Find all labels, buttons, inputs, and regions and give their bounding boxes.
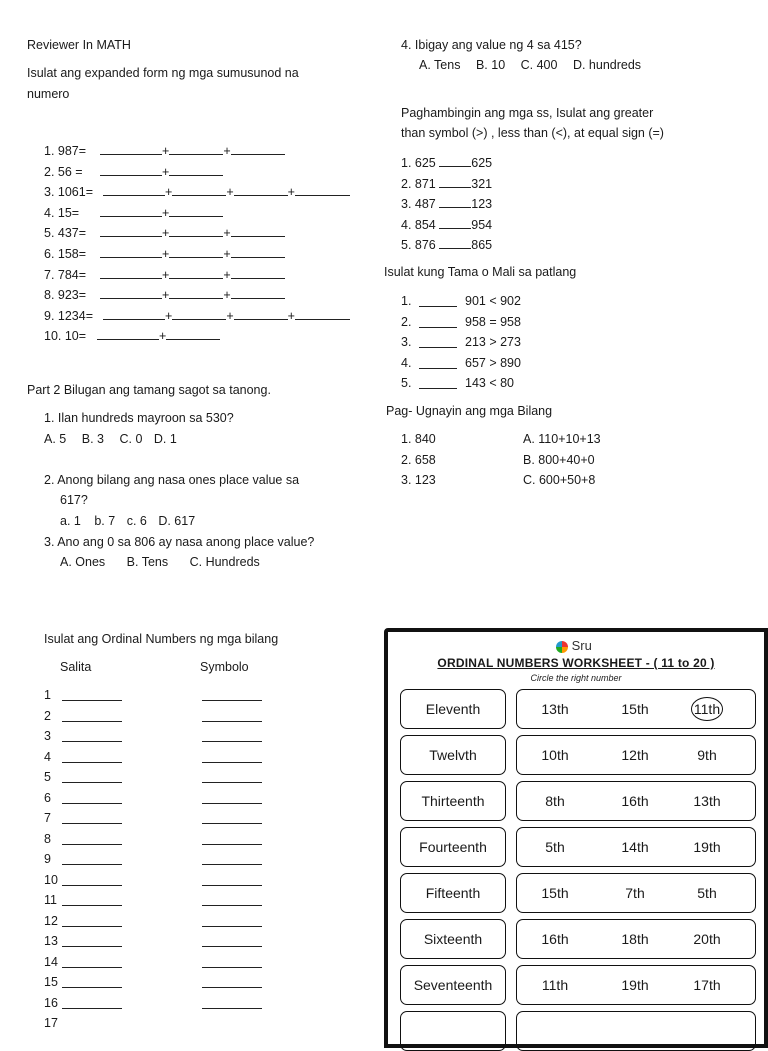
compare-instruction: Paghambingin ang mga ss, Isulat ang greater: [401, 106, 654, 120]
blank-line[interactable]: [62, 915, 122, 927]
symbolo-blank[interactable]: [202, 812, 262, 827]
plus-sign: +: [165, 185, 173, 200]
choice[interactable]: C. 400: [520, 58, 558, 72]
blank-line[interactable]: [234, 184, 288, 196]
blank-line[interactable]: [100, 287, 162, 299]
worksheet-title: ORDINAL NUMBERS WORKSHEET - ( 11 to 20 ): [437, 656, 715, 670]
compare-item: [401, 237, 492, 252]
salita-blank[interactable]: [62, 894, 122, 909]
option-text: 19th: [693, 839, 721, 855]
compare-right: 625: [471, 156, 493, 170]
option-text: 11th: [541, 977, 569, 993]
match-right[interactable]: C. 600+50+8: [523, 473, 596, 487]
expanded-item: 3. 1061=: [44, 185, 94, 200]
symbolo-blank[interactable]: [202, 833, 262, 848]
compare-right: 865: [471, 238, 493, 252]
ordinal-option[interactable]: [525, 747, 585, 763]
option-text: 19th: [621, 977, 649, 993]
ordinal-options: [516, 689, 756, 729]
choice[interactable]: A. 5: [44, 432, 67, 446]
blank-line[interactable]: [202, 771, 262, 783]
ordinal-options: [516, 965, 756, 1005]
blank-line[interactable]: [100, 205, 162, 217]
blank-line[interactable]: [295, 308, 350, 320]
ordinal-option[interactable]: [605, 977, 665, 993]
ordinal-option[interactable]: [525, 977, 585, 993]
ordinal-row-number: 3: [44, 729, 51, 743]
blank-line[interactable]: [439, 155, 471, 167]
blank-line[interactable]: [202, 997, 262, 1009]
plus-sign: +: [162, 205, 170, 220]
tama-statement: 958 = 958: [465, 314, 521, 329]
blank-line[interactable]: [202, 833, 262, 845]
question-2: 2. Anong bilang ang nasa ones place value sa: [44, 473, 300, 487]
blank-line[interactable]: [419, 377, 457, 389]
instruction-expanded-cont: numero: [27, 87, 70, 101]
ordinal-word: Sixteenth: [400, 919, 506, 959]
plus-sign: +: [162, 144, 170, 158]
blank-line[interactable]: [169, 164, 223, 176]
expanded-item: 9. 1234=: [44, 308, 94, 323]
blank-line[interactable]: [419, 357, 457, 369]
tama-statement: 143 < 80: [465, 376, 515, 390]
plus-sign: +: [226, 185, 234, 200]
salita-blank[interactable]: [62, 792, 122, 807]
tama-number: 2.: [401, 314, 412, 329]
match-title: Pag- Ugnayin ang mga Bilang: [386, 404, 553, 418]
worksheet-subtitle: Circle the right number: [530, 673, 622, 683]
ordinal-option[interactable]: [677, 839, 737, 855]
ordinal-word: Fourteenth: [400, 827, 506, 867]
ordinal-row-number: 1: [44, 688, 51, 702]
plus-sign: +: [162, 288, 170, 303]
plus-sign: +: [165, 308, 173, 323]
ordinal-word: Twelvth: [400, 735, 506, 775]
plus-sign: +: [223, 247, 231, 261]
ordinal-row-number: 9: [44, 852, 51, 866]
ordinal-row-number: 2: [44, 708, 51, 723]
tama-number: 3.: [401, 335, 412, 349]
blank-line[interactable]: [100, 246, 162, 258]
blank-line[interactable]: [202, 894, 262, 906]
instruction-expanded: Isulat ang expanded form ng mga sumusunod na: [27, 66, 299, 80]
symbolo-blank[interactable]: [202, 976, 262, 991]
expanded-blanks: [100, 246, 285, 261]
salita-blank[interactable]: [62, 935, 122, 950]
tama-statement: 213 > 273: [465, 335, 521, 349]
salita-blank[interactable]: [62, 710, 122, 725]
choice[interactable]: B. Tens: [126, 555, 169, 569]
page-title: Reviewer In MATH: [27, 38, 131, 52]
option-text: 17th: [693, 977, 721, 993]
ordinal-option[interactable]: [525, 701, 585, 717]
expanded-item: 6. 158=: [44, 247, 87, 261]
option-text: 18th: [621, 931, 649, 947]
blank-line[interactable]: [103, 308, 165, 320]
match-right[interactable]: A. 110+10+13: [523, 432, 601, 446]
ordinal-option[interactable]: [677, 885, 737, 901]
blank-line[interactable]: [62, 751, 122, 763]
choice[interactable]: B. 3: [81, 432, 104, 446]
plus-sign: +: [162, 226, 170, 241]
ordinal-options: [516, 1011, 756, 1051]
blank-line[interactable]: [202, 792, 262, 804]
ordinal-row-number: 8: [44, 831, 51, 846]
question-4: 4. Ibigay ang value ng 4 sa 415?: [401, 38, 582, 52]
compare-item: [401, 155, 492, 170]
blank-line[interactable]: [100, 164, 162, 176]
salita-blank[interactable]: [62, 997, 122, 1012]
blank-line[interactable]: [202, 935, 262, 947]
ordinal-option[interactable]: [525, 793, 585, 809]
plus-sign: +: [223, 144, 231, 158]
blank-line[interactable]: [62, 812, 122, 824]
blank-line[interactable]: [62, 894, 122, 906]
symbolo-blank[interactable]: [202, 751, 262, 766]
tama-statement: 901 < 902: [465, 294, 521, 308]
blank-line[interactable]: [169, 267, 223, 279]
option-text: 10th: [541, 747, 569, 763]
ordinal-option[interactable]: [677, 977, 737, 993]
choice[interactable]: a. 1: [60, 514, 81, 528]
blank-line[interactable]: [419, 295, 457, 307]
plus-sign: +: [162, 267, 170, 282]
expanded-blanks: [100, 225, 285, 240]
match-right[interactable]: B. 800+40+0: [523, 452, 595, 467]
blank-line[interactable]: [169, 246, 223, 258]
blank-line[interactable]: [100, 267, 162, 279]
ordinal-options: [516, 873, 756, 913]
ordinal-options: [516, 827, 756, 867]
blank-line[interactable]: [62, 853, 122, 865]
blank-line[interactable]: [202, 976, 262, 988]
tama-statement: 657 > 890: [465, 355, 521, 370]
blank-line[interactable]: [62, 730, 122, 742]
blank-line[interactable]: [97, 328, 159, 340]
tama-mali-title: Isulat kung Tama o Mali sa patlang: [384, 265, 577, 279]
blank-line[interactable]: [62, 997, 122, 1009]
ordinal-word: Fifteenth: [400, 873, 506, 913]
expanded-item: 10. 10=: [44, 329, 87, 344]
ordinal-row-number: 7: [44, 811, 51, 825]
expanded-item: 8. 923=: [44, 288, 87, 303]
expanded-item: 7. 784=: [44, 267, 87, 282]
question-3-choices: [60, 555, 260, 569]
blank-line[interactable]: [231, 225, 285, 237]
option-text: 12th: [621, 747, 649, 763]
plus-sign: +: [287, 308, 295, 323]
ordinal-word: Seventeenth: [400, 965, 506, 1005]
plus-sign: +: [287, 185, 295, 200]
expanded-item: 1. 987=: [44, 144, 87, 158]
ordinal-option[interactable]: [677, 747, 737, 763]
expanded-blanks: [100, 164, 223, 179]
symbolo-blank[interactable]: [202, 730, 262, 745]
choice[interactable]: D. 617: [158, 514, 196, 528]
question-3: 3. Ano ang 0 sa 806 ay nasa anong place value?: [44, 535, 315, 549]
blank-line[interactable]: [62, 874, 122, 886]
ordinal-option[interactable]: [525, 885, 585, 901]
compare-item: [401, 217, 492, 232]
expanded-blanks: [100, 143, 285, 158]
blank-line[interactable]: [439, 196, 471, 208]
ordinal-option[interactable]: [605, 747, 665, 763]
choice[interactable]: B. 10: [475, 58, 506, 72]
question-2-cont: 617?: [60, 493, 88, 507]
compare-left: 3. 487: [401, 197, 436, 211]
blank-line[interactable]: [169, 205, 223, 217]
symbolo-blank[interactable]: [202, 792, 262, 807]
choice[interactable]: D. 1: [153, 432, 177, 446]
expanded-item: 4. 15=: [44, 205, 80, 220]
ordinal-options: [516, 781, 756, 821]
ordinal-row-number: 16: [44, 995, 58, 1010]
ordinal-options: [516, 919, 756, 959]
blank-line[interactable]: [202, 730, 262, 742]
blank-line[interactable]: [439, 237, 471, 249]
blank-line[interactable]: [419, 316, 457, 328]
blank-line[interactable]: [169, 287, 223, 299]
salita-blank[interactable]: [62, 874, 122, 889]
expanded-item: 5. 437=: [44, 226, 87, 241]
blank-line[interactable]: [231, 267, 285, 279]
ordinal-worksheet: [384, 628, 768, 1048]
option-text: 5th: [697, 885, 717, 901]
option-text: 15th: [621, 701, 649, 717]
blank-line[interactable]: [202, 956, 262, 968]
blank-line[interactable]: [419, 336, 457, 348]
question-2-choices: [60, 514, 195, 528]
plus-sign: +: [226, 308, 234, 323]
blank-line[interactable]: [202, 689, 262, 701]
blank-line[interactable]: [202, 915, 262, 927]
compare-left: 1. 625: [401, 156, 436, 170]
blank-line[interactable]: [103, 184, 165, 196]
ordinal-row-number: 11: [44, 893, 57, 907]
match-left[interactable]: 3. 123: [401, 473, 436, 487]
blank-line[interactable]: [231, 143, 285, 155]
choice[interactable]: C. Hundreds: [189, 555, 260, 569]
compare-item: [401, 176, 492, 191]
option-text: 13th: [541, 701, 569, 717]
expanded-blanks: [97, 328, 220, 343]
tama-number: 5.: [401, 376, 412, 390]
question-1-choices: [44, 432, 177, 446]
blank-line[interactable]: [295, 184, 350, 196]
option-text: 7th: [625, 885, 645, 901]
ordinal-row-number: 5: [44, 770, 51, 784]
choice[interactable]: C. 0: [119, 432, 143, 446]
expanded-blanks: [103, 308, 350, 323]
match-left[interactable]: 1. 840: [401, 432, 436, 446]
symbolo-blank[interactable]: [202, 894, 262, 909]
blank-line[interactable]: [202, 710, 262, 722]
compare-right: 954: [471, 217, 493, 232]
blank-line[interactable]: [169, 225, 223, 237]
compare-left: 4. 854: [401, 217, 436, 232]
blank-line[interactable]: [166, 328, 220, 340]
blank-line[interactable]: [202, 812, 262, 824]
symbolo-blank[interactable]: [202, 771, 262, 786]
ordinal-word: Thirteenth: [400, 781, 506, 821]
choice[interactable]: A. Ones: [60, 555, 106, 569]
blank-line[interactable]: [202, 853, 262, 865]
ordinal-options: [516, 735, 756, 775]
tama-number: 1.: [401, 294, 412, 308]
symbolo-blank[interactable]: [202, 874, 262, 889]
plus-sign: +: [159, 329, 167, 344]
blank-line[interactable]: [231, 287, 285, 299]
plus-sign: +: [223, 226, 231, 241]
circled-answer: 11th: [691, 697, 723, 721]
blank-line[interactable]: [100, 143, 162, 155]
match-left[interactable]: 2. 658: [401, 452, 436, 467]
salita-blank[interactable]: [62, 976, 122, 991]
choice[interactable]: D. hundreds: [572, 58, 642, 72]
option-text: 20th: [693, 931, 721, 947]
blank-line[interactable]: [172, 308, 226, 320]
tama-blank[interactable]: [419, 336, 457, 351]
choice[interactable]: A. Tens: [419, 58, 461, 72]
symbolo-blank[interactable]: [202, 935, 262, 950]
expanded-blanks: [100, 205, 223, 220]
ordinal-option[interactable]: [525, 839, 585, 855]
option-text: 16th: [621, 793, 649, 809]
blank-line[interactable]: [100, 225, 162, 237]
salita-blank[interactable]: [62, 730, 122, 745]
blank-line[interactable]: [62, 710, 122, 722]
choice[interactable]: c. 6: [126, 514, 147, 528]
blank-line[interactable]: [62, 956, 122, 968]
ordinal-row-number: 10: [44, 872, 58, 887]
part2-title: Part 2 Bilugan ang tamang sagot sa tanong.: [27, 383, 271, 397]
blank-line[interactable]: [62, 935, 122, 947]
symbolo-blank[interactable]: [202, 915, 262, 930]
ordinal-row-number: 14: [44, 954, 58, 969]
salita-blank[interactable]: [62, 812, 122, 827]
option-text: 9th: [697, 747, 717, 763]
option-text: 8th: [545, 793, 565, 809]
compare-item: [401, 196, 492, 211]
salita-blank[interactable]: [62, 915, 122, 930]
blank-line[interactable]: [202, 751, 262, 763]
col-salita: Salita: [60, 660, 92, 674]
tama-blank[interactable]: [419, 295, 457, 310]
salita-blank[interactable]: [62, 956, 122, 971]
plus-sign: +: [223, 288, 231, 303]
ordinal-row-number: 12: [44, 913, 58, 928]
expanded-item: 2. 56 =: [44, 164, 83, 179]
compare-instruction-cont: than symbol (>) , less than (<), at equal sign (=): [401, 126, 664, 140]
tama-blank[interactable]: [419, 357, 457, 372]
col-symbolo: Symbolo: [200, 660, 249, 674]
salita-blank[interactable]: [62, 689, 122, 704]
compare-right: 321: [471, 176, 493, 191]
tama-blank[interactable]: [419, 377, 457, 392]
blank-line[interactable]: [62, 689, 122, 701]
ordinal-word: Eleventh: [400, 689, 506, 729]
logo-icon: [556, 641, 568, 653]
symbolo-blank[interactable]: [202, 997, 262, 1012]
ordinal-option[interactable]: [605, 931, 665, 947]
worksheet-logo: [556, 638, 592, 653]
logo-text: Sru: [571, 638, 592, 653]
ordinal-option[interactable]: [677, 793, 737, 809]
plus-sign: +: [223, 267, 231, 282]
ordinal-option[interactable]: [605, 839, 665, 855]
salita-blank[interactable]: [62, 833, 122, 848]
blank-line[interactable]: [62, 833, 122, 845]
symbolo-blank[interactable]: [202, 710, 262, 725]
ordinal-row-number: 6: [44, 790, 51, 805]
expanded-blanks: [100, 267, 285, 282]
blank-line[interactable]: [234, 308, 288, 320]
question-4-choices: [419, 58, 641, 72]
ordinal-title: Isulat ang Ordinal Numbers ng mga bilang: [44, 632, 279, 646]
ordinal-option[interactable]: [605, 885, 665, 901]
blank-line[interactable]: [62, 771, 122, 783]
blank-line[interactable]: [231, 246, 285, 258]
ordinal-row-number: 17: [44, 1016, 58, 1030]
tama-number: 4.: [401, 355, 412, 370]
blank-line[interactable]: [202, 874, 262, 886]
blank-line[interactable]: [172, 184, 226, 196]
blank-line[interactable]: [439, 217, 471, 229]
blank-line[interactable]: [62, 792, 122, 804]
ordinal-option[interactable]: [525, 931, 585, 947]
choice[interactable]: b. 7: [94, 514, 116, 528]
ordinal-word: [400, 1011, 506, 1051]
expanded-blanks: [103, 184, 350, 199]
compare-left: 2. 871: [401, 176, 436, 191]
ordinal-row-number: 13: [44, 934, 58, 948]
salita-blank[interactable]: [62, 751, 122, 766]
option-text: 15th: [541, 885, 569, 901]
expanded-blanks: [100, 287, 285, 302]
salita-blank[interactable]: [62, 771, 122, 786]
plus-sign: +: [162, 164, 170, 179]
ordinal-option[interactable]: [677, 701, 737, 717]
option-text: 13th: [693, 793, 721, 809]
blank-line[interactable]: [169, 143, 223, 155]
compare-left: 5. 876: [401, 238, 436, 252]
compare-right: 123: [471, 197, 493, 211]
ordinal-row-number: 4: [44, 749, 51, 764]
blank-line[interactable]: [62, 976, 122, 988]
symbolo-blank[interactable]: [202, 956, 262, 971]
tama-blank[interactable]: [419, 316, 457, 331]
ordinal-option[interactable]: [605, 701, 665, 717]
ordinal-option[interactable]: [677, 931, 737, 947]
symbolo-blank[interactable]: [202, 853, 262, 868]
blank-line[interactable]: [439, 176, 471, 188]
ordinal-row-number: 15: [44, 975, 58, 989]
symbolo-blank[interactable]: [202, 689, 262, 704]
option-text: 14th: [621, 839, 649, 855]
option-text: 16th: [541, 931, 569, 947]
option-text: 5th: [545, 839, 565, 855]
plus-sign: +: [162, 247, 170, 261]
salita-blank[interactable]: [62, 853, 122, 868]
ordinal-option[interactable]: [605, 793, 665, 809]
question-1: 1. Ilan hundreds mayroon sa 530?: [44, 411, 234, 425]
